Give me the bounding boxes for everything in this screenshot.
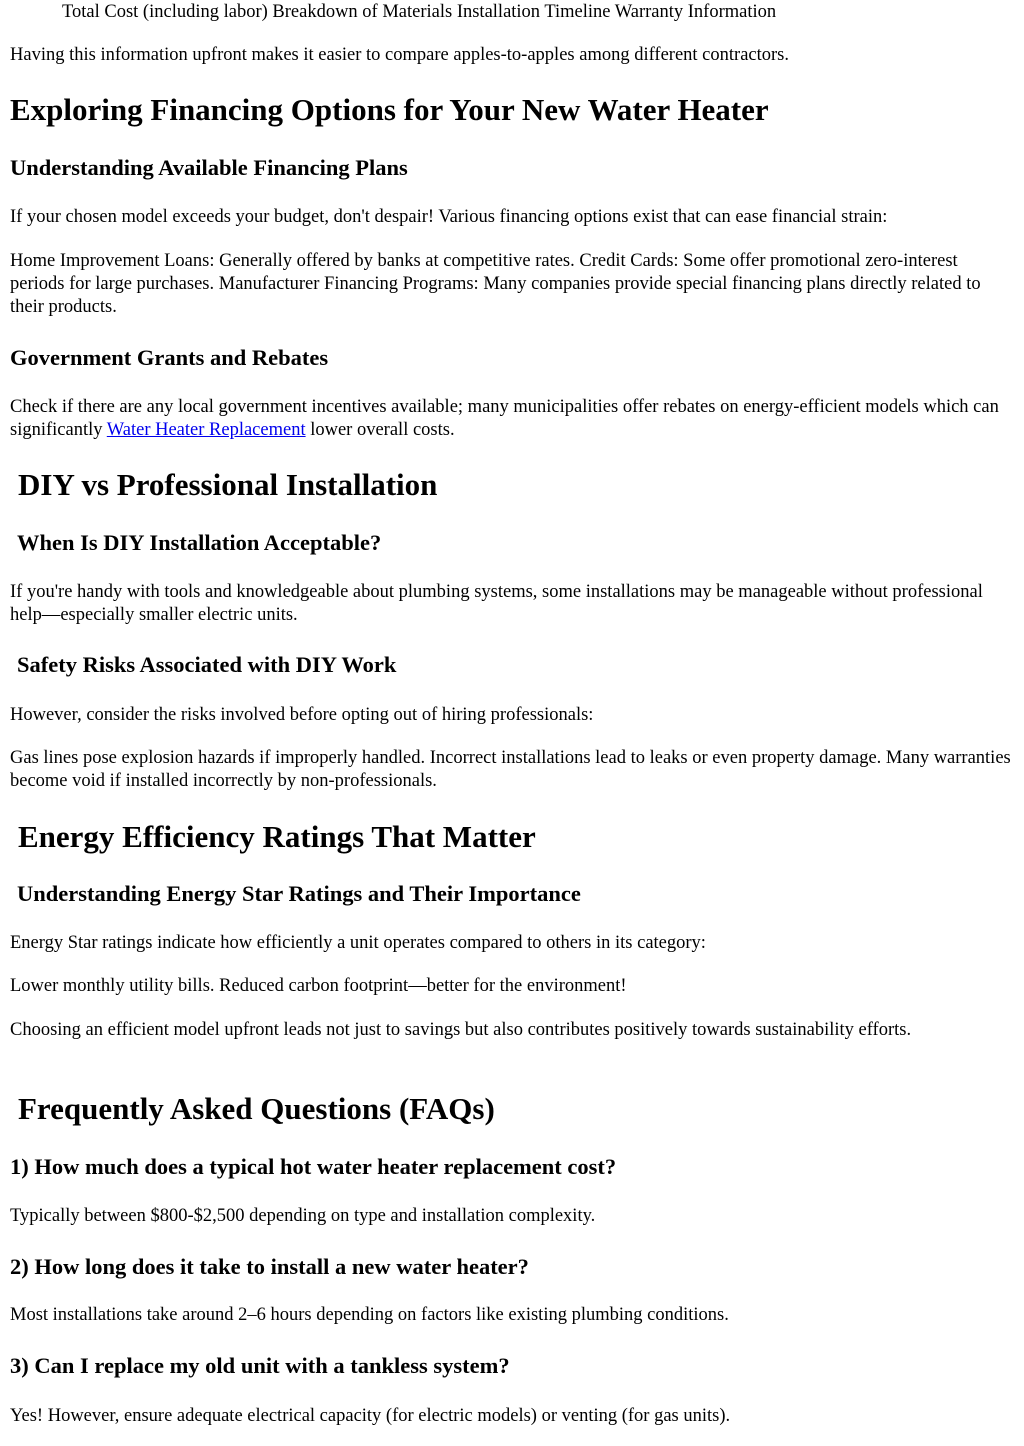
intro-paragraph: Having this information upfront makes it easier to compare apples-to-apples among different contractors. <box>10 45 789 65</box>
faq-question-2: 2) How long does it take to install a new water heater? <box>10 1254 529 1279</box>
faq-heading: Frequently Asked Questions (FAQs) <box>18 1091 495 1126</box>
energy-conclusion: Choosing an efficient model upfront leads not just to savings but also contributes positively towards sustainability efforts. <box>10 1020 912 1040</box>
grants-text-before: Check if there are any local government incentives available; many municipalities offer rebates on energy-efficient models which can significantly <box>10 397 999 440</box>
faq-question-3: 3) Can I replace my old unit with a tankless system? <box>10 1353 510 1378</box>
faq-question-1: 1) How much does a typical hot water heater replacement cost? <box>10 1154 617 1179</box>
diy-risks-list: Gas lines pose explosion hazards if improperly handled. Incorrect installations lead to leaks or even property damage. Many warranties become void if installed incorrectly by non-professionals. <box>10 748 1011 791</box>
diy-heading: DIY vs Professional Installation <box>18 467 438 502</box>
grants-heading: Government Grants and Rebates <box>10 345 329 370</box>
energy-benefits-list: Lower monthly utility bills. Reduced carbon footprint—better for the environment! <box>10 976 627 996</box>
financing-options-list: Home Improvement Loans: Generally offered by banks at competitive rates. Credit Cards: Some offer promotional zero-interest periods for large purchases. Manufacturer Financing Programs: Many companies provide special financing plans directly related to their products. <box>10 251 981 317</box>
faq-answer-1: Typically between $800-$2,500 depending on type and installation complexity. <box>10 1206 596 1226</box>
diy-risks-intro: However, consider the risks involved before opting out of hiring professionals: <box>10 705 594 725</box>
diy-acceptable-text: If you're handy with tools and knowledgeable about plumbing systems, some installations may be manageable without professional help—especially smaller electric units. <box>10 582 983 625</box>
energy-heading: Energy Efficiency Ratings That Matter <box>18 819 536 854</box>
faq-answer-3: Yes! However, ensure adequate electrical capacity (for electric models) or venting (for gas units). <box>10 1406 731 1426</box>
energy-star-heading: Understanding Energy Star Ratings and Their Importance <box>17 881 581 906</box>
financing-plans-intro: If your chosen model exceeds your budget, don't despair! Various financing options exist that can ease financial strain: <box>10 207 888 227</box>
diy-acceptable-heading: When Is DIY Installation Acceptable? <box>17 530 382 555</box>
summary-list-line: Total Cost (including labor) Breakdown of Materials Installation Timeline Warranty Information <box>62 2 777 22</box>
diy-risks-heading: Safety Risks Associated with DIY Work <box>17 652 397 677</box>
water-heater-replacement-link[interactable]: Water Heater Replacement <box>106 420 306 440</box>
financing-heading: Exploring Financing Options for Your New Water Heater <box>10 92 769 127</box>
grants-text-after: lower overall costs. <box>305 420 455 440</box>
financing-plans-heading: Understanding Available Financing Plans <box>10 155 408 180</box>
energy-star-intro: Energy Star ratings indicate how efficiently a unit operates compared to others in its category: <box>10 933 706 953</box>
grants-paragraph <box>10 396 1012 442</box>
faq-answer-2: Most installations take around 2–6 hours depending on factors like existing plumbing conditions. <box>10 1305 729 1325</box>
